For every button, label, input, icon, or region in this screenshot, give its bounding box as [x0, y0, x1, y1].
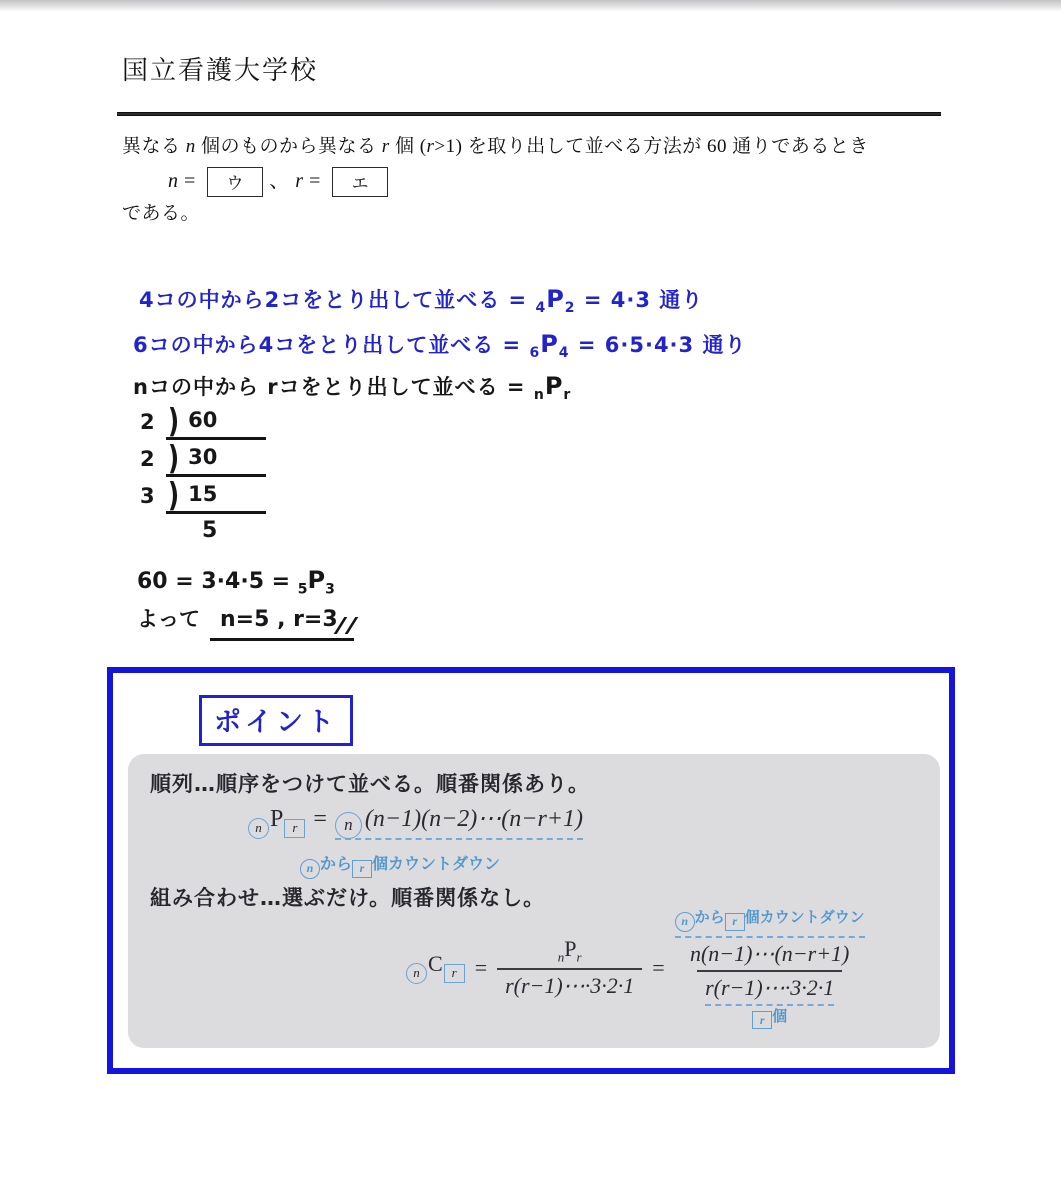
point-box: [107, 667, 955, 1074]
problem-text: 個 (: [389, 136, 427, 157]
division-ladder: [140, 401, 266, 544]
textbook-summary-panel: [128, 754, 940, 1048]
title-divider-rule: [117, 112, 941, 116]
factorization-line: [137, 566, 335, 597]
divisor: 2: [140, 447, 155, 472]
answer-line: [168, 164, 394, 197]
division-paren: ): [167, 438, 180, 478]
denominator-terms: r(r−1)⋯·3·2·1: [705, 975, 834, 1006]
answer-blank-e: エ: [332, 167, 388, 197]
problem-text: 個のものから異なる: [195, 136, 382, 157]
subscript: 4: [558, 345, 570, 362]
handwritten-note-line-1: [139, 284, 703, 316]
combination-symbol: C: [428, 951, 443, 977]
subscript: r: [576, 949, 582, 965]
subscript: n: [557, 949, 565, 965]
school-title: 国立看護大学校: [122, 56, 319, 85]
final-answer: n=5 , r=3: [210, 607, 354, 641]
boxed-subscript-r: r: [444, 964, 465, 983]
caption-text: 個カウントダウン: [372, 854, 501, 873]
subscript: n: [533, 387, 545, 404]
countdown-caption-top: [675, 906, 865, 938]
circled-n-icon: n: [675, 912, 695, 932]
subscript: 4: [535, 300, 547, 317]
answer-blank-u: ウ: [207, 167, 263, 197]
note-result: = 6·5·4·3 通り: [569, 333, 747, 357]
countdown-underline: [335, 806, 583, 840]
permutation-symbol: P: [307, 566, 326, 594]
equals-sign: =: [652, 954, 665, 980]
r-count-caption: [752, 1005, 787, 1030]
problem-text: >1) を取り出して並べる方法が 60 通りであるとき: [434, 136, 869, 157]
divisor: 2: [140, 410, 155, 435]
expansion-terms: (n−1)(n−2)⋯(n−r+1): [364, 806, 583, 832]
permutation-symbol: P: [546, 285, 565, 313]
point-label: ポイント: [199, 695, 353, 746]
permutation-heading: 順列…順序をつけて並べる。順番関係あり。: [150, 772, 590, 796]
division-row: [140, 401, 266, 440]
handwritten-note-line-2: [133, 329, 746, 361]
circled-n: n: [335, 812, 362, 839]
permutation-symbol: P: [540, 330, 559, 358]
caption-text: から: [320, 854, 353, 873]
subscript: 6: [529, 345, 541, 362]
conclusion-line: [137, 603, 358, 641]
division-paren: ): [167, 401, 180, 440]
handwritten-note-line-3: [133, 371, 571, 403]
boxed-r-icon: r: [725, 913, 745, 931]
combination-heading: 組み合わせ…選ぶだけ。順番関係なし。: [150, 886, 546, 910]
photo-edge-shadow: [0, 0, 1061, 12]
subscript: 2: [564, 300, 576, 317]
division-row: [140, 475, 266, 515]
problem-closing: である。: [122, 203, 201, 224]
dividend: 30: [188, 445, 218, 470]
combination-formula: [406, 906, 865, 1029]
note-text: 4コの中から2コをとり出して並べる =: [139, 288, 536, 312]
dividend-box: [166, 438, 266, 478]
equals-sign: =: [184, 170, 196, 192]
dividend-box: [166, 401, 266, 440]
caption-text: 個カウントダウン: [744, 908, 865, 926]
circled-n-icon: n: [300, 859, 320, 879]
comma: 、: [269, 170, 290, 192]
fraction-numerator: n(n−1)⋯(n−r+1): [689, 940, 850, 966]
equals-sign: =: [313, 806, 327, 832]
division-quotient: 5: [202, 518, 218, 544]
dividend: 60: [188, 408, 218, 433]
circled-subscript-n: n: [248, 818, 269, 839]
variable-r: r: [381, 136, 390, 157]
boxed-subscript-r: r: [284, 819, 305, 838]
variable-n: n: [185, 136, 196, 157]
variable-r: r: [295, 170, 304, 192]
variable-n: n: [168, 170, 179, 192]
permutation-symbol: P: [270, 806, 284, 832]
problem-text: 異なる: [122, 136, 186, 157]
caption-text: 個: [772, 1006, 788, 1025]
subscript: 3: [325, 581, 335, 598]
division-paren: ): [167, 475, 180, 515]
permutation-symbol: P: [564, 935, 577, 961]
dividend: 15: [188, 482, 218, 507]
note-text: 60 = 3·4·5 =: [137, 569, 298, 594]
fraction-denominator: [697, 970, 842, 1001]
fraction-denominator: r(r−1)⋯·3·2·1: [497, 968, 642, 999]
boxed-r-icon: r: [352, 860, 372, 878]
permutation-symbol: P: [544, 372, 564, 400]
boxed-r-icon: r: [752, 1011, 772, 1029]
note-result: = 4·3 通り: [575, 288, 704, 312]
circled-subscript-n: n: [406, 963, 427, 984]
note-text: nコの中から rコをとり出して並べる =: [133, 375, 534, 399]
note-text: 6コの中から4コをとり出して並べる =: [133, 333, 530, 357]
subscript: 5: [297, 581, 308, 598]
combination-lhs: [406, 951, 465, 984]
conclusion-prefix: よって: [137, 607, 200, 631]
fraction-numerator: [550, 936, 590, 968]
divisor: 3: [140, 484, 155, 509]
dividend-box: [166, 475, 266, 515]
equals-sign: =: [309, 170, 321, 192]
subscript: r: [563, 387, 572, 404]
caption-text: から: [694, 908, 725, 926]
division-row: [140, 438, 266, 478]
countdown-caption: [300, 851, 500, 879]
equals-sign: =: [474, 954, 488, 980]
permutation-formula: [248, 804, 583, 839]
problem-statement: [122, 131, 869, 158]
fraction-expanded: [675, 906, 865, 1029]
variable-r: r: [426, 136, 435, 157]
fraction-nPr-over-rfact: [497, 936, 642, 999]
